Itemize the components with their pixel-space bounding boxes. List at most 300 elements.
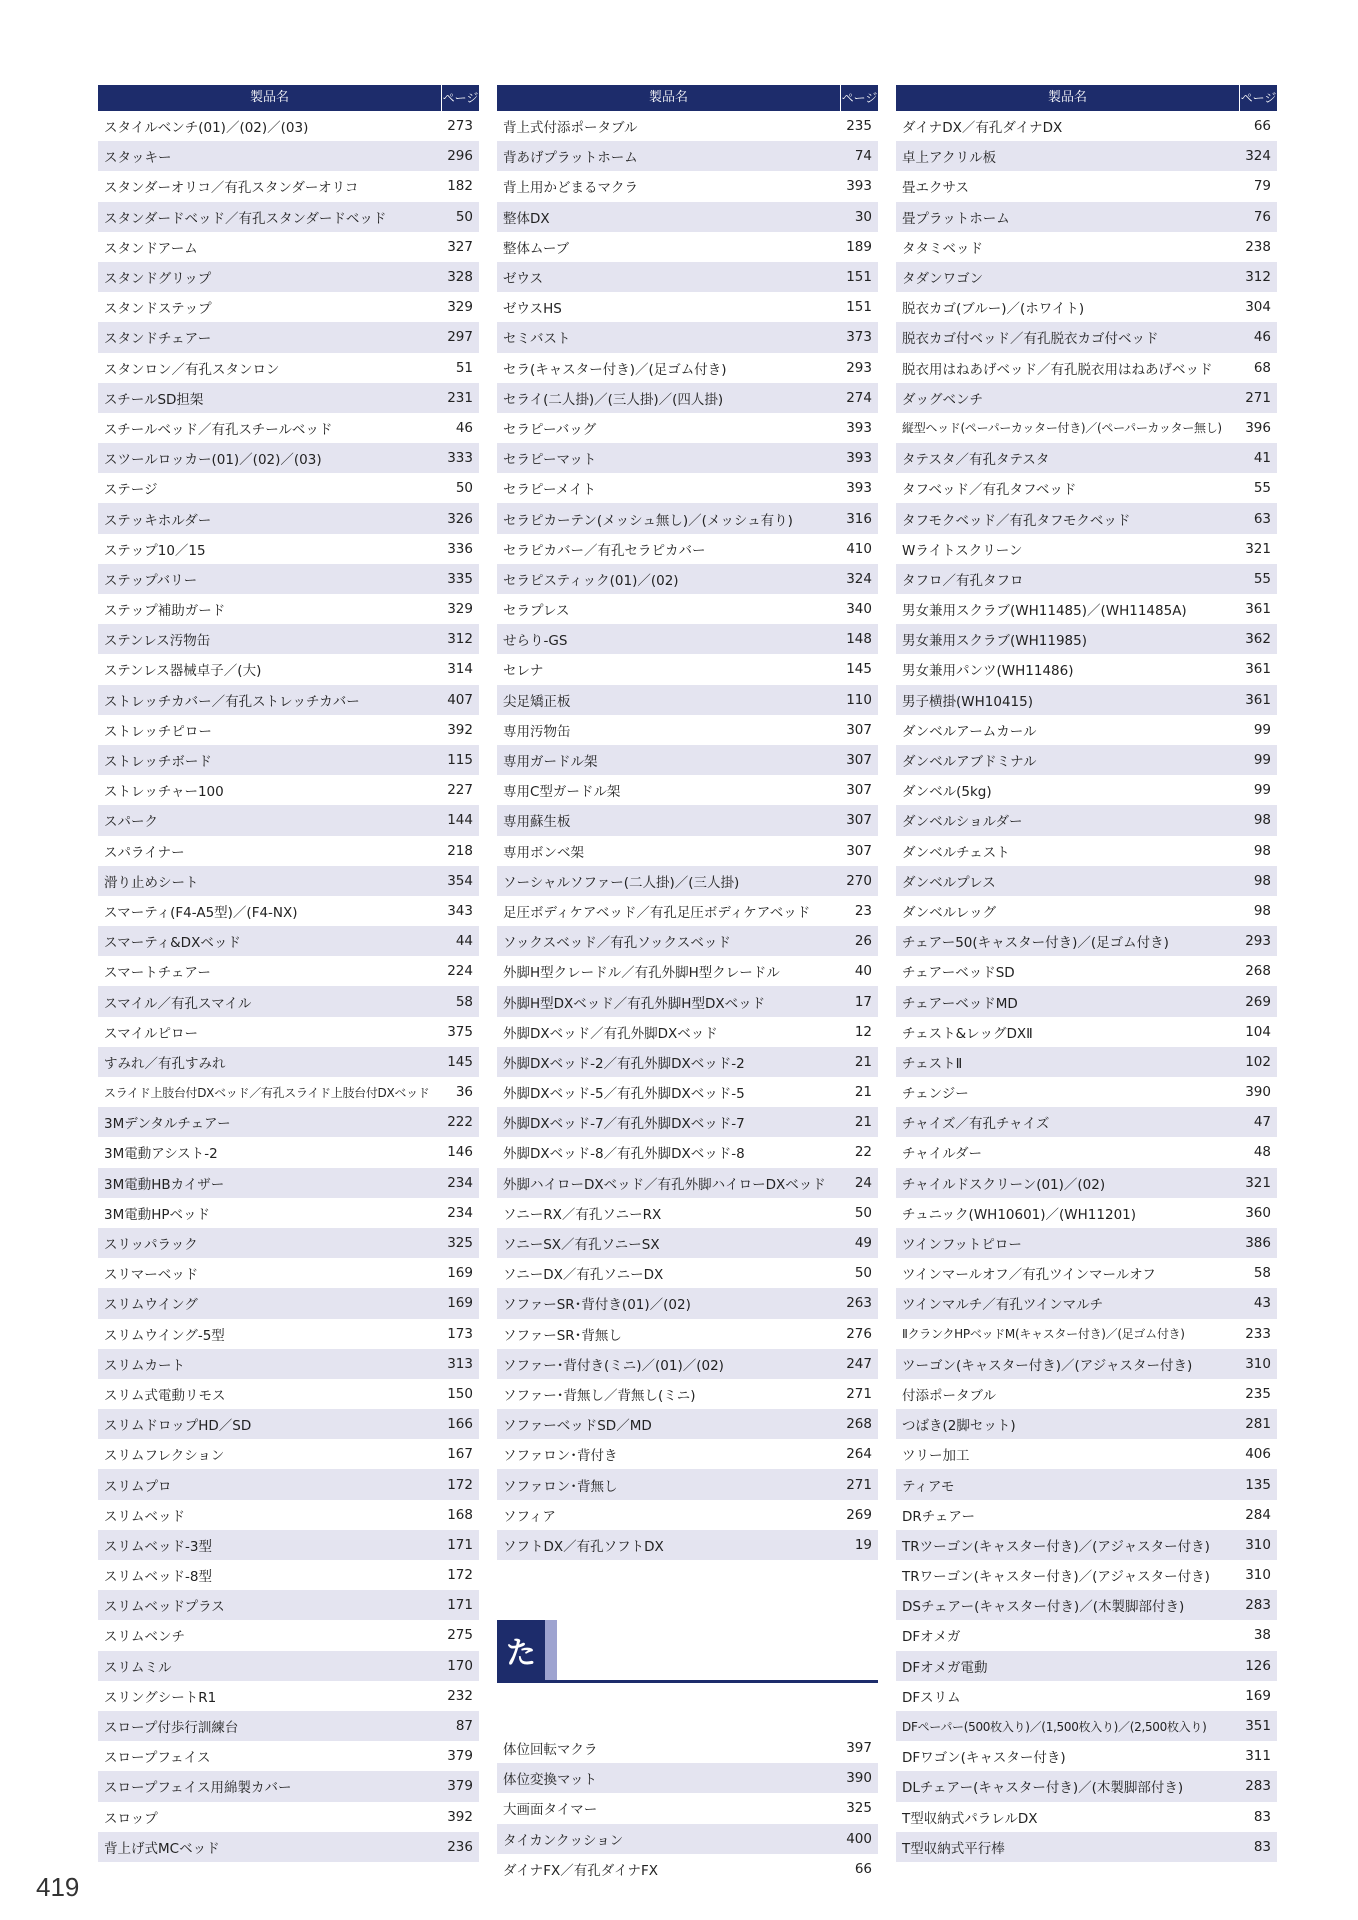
page-ref: 328 [447,269,473,286]
product-name: 外脚DXベッド-2／有孔外脚DXベッド-2 [503,1055,745,1072]
product-name: ツインマールオフ／有孔ツインマールオフ [902,1267,1156,1284]
page-ref: 393 [846,419,872,436]
product-name: スパーク [104,814,158,831]
table-header [896,85,1277,111]
page-ref: 58 [1253,1265,1271,1282]
page-ref: 373 [846,329,872,346]
table-row [98,775,479,805]
table-row [497,745,878,775]
page-ref: 189 [846,238,872,255]
table-row [896,1832,1277,1862]
page-ref: 110 [846,691,872,708]
table-row [497,866,878,896]
product-name: スツールロッカー(01)／(02)／(03) [104,452,322,469]
product-name: ステージ [104,482,158,499]
product-name: スタンドグリップ [104,271,212,288]
product-name: DRチェアー [902,1508,975,1525]
product-name: セラピーバッグ [503,421,597,438]
table-row [896,564,1277,594]
page-ref: 379 [447,1778,473,1795]
table-row [896,594,1277,624]
page-ref: 397 [846,1740,872,1757]
product-name: 背上用かどまるマクラ [503,180,638,197]
table-row [896,1469,1277,1499]
product-name: 脱衣カゴ(ブルー)／(ホワイト) [902,301,1085,318]
page-ref: 307 [846,721,872,738]
section-heading [497,1620,878,1683]
page-ref: 50 [455,480,473,497]
table-row [896,292,1277,322]
table-row [497,1198,878,1228]
table-row [896,1802,1277,1832]
table-row [98,1469,479,1499]
table-row [896,1560,1277,1590]
table-row [497,503,878,533]
page-ref: 222 [447,1114,473,1131]
product-name: スタイルベンチ(01)／(02)／(03) [104,120,309,137]
page-ref: 281 [1245,1416,1271,1433]
product-name: チェアーベッドSD [902,965,1015,982]
table-row [497,896,878,926]
table-row [98,1047,479,1077]
product-name: スリムベッド [104,1508,185,1525]
page-ref: 269 [846,1506,872,1523]
product-name: 脱衣カゴ付ベッド／有孔脱衣カゴ付ベッド [902,331,1159,348]
page-ref: 17 [854,993,872,1010]
page-ref: 379 [447,1748,473,1765]
page-ref: 22 [854,1144,872,1161]
page-ref: 227 [447,782,473,799]
product-name: ストレッチピロー [104,723,212,740]
page-ref: 76 [1253,208,1271,225]
product-name: チェストⅡ [902,1055,963,1072]
table-row [896,1349,1277,1379]
product-name: 専用ガードル架 [503,754,598,771]
product-name: 外脚DXベッド-5／有孔外脚DXベッド-5 [503,1086,745,1103]
page-ref: 375 [447,1023,473,1040]
product-name: ダンベル(5kg) [902,784,992,801]
table-row [98,866,479,896]
product-name: セラピスティック(01)／(02) [503,572,679,589]
product-name: ダンベルアブドミナル [902,754,1037,771]
product-name: ダイナFX／有孔ダイナFX [503,1862,658,1879]
page-ref: 360 [1245,1204,1271,1221]
table-header [98,85,479,111]
product-name: ソファー･背付き(ミニ)／(01)／(02) [503,1357,724,1374]
product-name: 外脚ハイローDXベッド／有孔外脚ハイローDXベッド [503,1176,826,1193]
table-row [98,1077,479,1107]
table-row [98,1590,479,1620]
page-ref: 293 [1245,933,1271,950]
table-row [497,1168,878,1198]
table-row [896,353,1277,383]
table-row [896,624,1277,654]
page-ref: 268 [1245,963,1271,980]
table-row [497,413,878,443]
product-name: セラピカバー／有孔セラピカバー [503,542,706,559]
table-row [497,292,878,322]
page-ref: 236 [447,1838,473,1855]
page-ref: 66 [854,1860,872,1877]
product-name: 大画面タイマー [503,1802,598,1819]
table-row [98,1288,479,1318]
page-ref: 171 [447,1597,473,1614]
table-row [896,1409,1277,1439]
page-ref: 74 [854,148,872,165]
product-name: ダンベルアームカール [902,723,1037,740]
table-row [896,986,1277,1016]
page-ref: 21 [854,1053,872,1070]
page-ref: 297 [447,329,473,346]
product-name: タフベッド／有孔タフベッド [902,482,1077,499]
product-name: スマートチェアー [104,965,211,982]
page-ref: 361 [1245,661,1271,678]
page-ref: 224 [447,963,473,980]
header-name: 製品名 [1047,90,1087,105]
page-ref: 273 [447,118,473,135]
table-row [98,1439,479,1469]
page-ref: 325 [846,1800,872,1817]
page-ref: 104 [1245,1023,1271,1040]
table-row [896,926,1277,956]
page-ref: 276 [846,1325,872,1342]
product-name: 3M電動HBカイザー [104,1176,225,1193]
page-ref: 218 [447,842,473,859]
table-row [98,1379,479,1409]
table-row [497,1258,878,1288]
page-ref: 55 [1253,570,1271,587]
product-name: 足圧ボディケアベッド／有孔足圧ボディケアベッド [503,904,811,921]
product-name: ストレッチカバー／有孔ストレッチカバー [104,693,360,710]
product-name: チャイルダー [902,1146,983,1163]
page-ref: 98 [1253,842,1271,859]
product-name: 背上式付添ポータブル [503,120,638,137]
product-name: T型収納式平行棒 [902,1840,1005,1857]
page-number: 419 [36,1872,80,1902]
table-row [98,1741,479,1771]
page-ref: 268 [846,1416,872,1433]
product-name: セラピカーテン(メッシュ無し)／(メッシュ有り) [503,512,793,529]
page-ref: 235 [1245,1385,1271,1402]
table-row [497,1793,878,1823]
page-ref: 40 [854,963,872,980]
product-name: 外脚H型クレードル／有孔外脚H型クレードル [503,965,780,982]
page-ref: 38 [1253,1627,1271,1644]
table-row [98,986,479,1016]
table-row [896,775,1277,805]
table-row [98,896,479,926]
page-ref: 313 [447,1355,473,1372]
table-row [896,654,1277,684]
table-row [497,1017,878,1047]
table-row [98,473,479,503]
table-row [896,1379,1277,1409]
table-row [896,473,1277,503]
page-ref: 102 [1245,1053,1271,1070]
product-name: ステップ補助ガード [104,603,226,620]
table-row [98,171,479,201]
table-row [497,1349,878,1379]
product-name: 体位回転マクラ [503,1742,598,1759]
product-name: ソニーSX／有孔ソニーSX [503,1237,660,1254]
product-name: 外脚DXベッド／有孔外脚DXベッド [503,1025,718,1042]
page-ref: 172 [447,1476,473,1493]
index-column-3 [896,85,1277,1862]
product-name: セラピーメイト [503,482,597,499]
product-name: 専用ボンベ架 [503,844,584,861]
section-accent-strip [545,1620,557,1680]
page-ref: 79 [1253,178,1271,195]
table-row [98,1651,479,1681]
product-name: チェスト&レッグDXⅡ [902,1025,1033,1042]
page-ref: 238 [1245,238,1271,255]
page-ref: 274 [846,389,872,406]
table-row [497,926,878,956]
table-row [497,1228,878,1258]
table-row [497,654,878,684]
product-name: セラ(キャスター付き)／(足ゴム付き) [503,361,727,378]
page-ref: 99 [1253,752,1271,769]
product-name: スマイル／有孔スマイル [104,995,252,1012]
page-ref: 173 [447,1325,473,1342]
page-ref: 145 [447,1053,473,1070]
page-ref: 50 [455,208,473,225]
page-ref: 58 [455,993,473,1010]
product-name: DLチェアー(キャスター付き)／(木製脚部付き) [902,1780,1184,1797]
table-row [497,322,878,352]
page-ref: 270 [846,872,872,889]
table-row [896,1319,1277,1349]
product-name: 3M電動アシスト-2 [104,1146,218,1163]
table-row [896,1017,1277,1047]
table-row [98,1137,479,1167]
page-ref: 393 [846,480,872,497]
table-row [896,866,1277,896]
product-name: ストレッチボード [104,754,212,771]
page-ref: 231 [447,389,473,406]
table-row [98,956,479,986]
page-ref: 44 [455,933,473,950]
page-ref: 151 [846,299,872,316]
table-row [497,1733,878,1763]
product-name: ツインフットピロー [902,1237,1022,1254]
page-ref: 26 [854,933,872,950]
product-name: タフロ／有孔タフロ [902,572,1024,589]
table-row [98,1349,479,1379]
product-name: せらり-GS [503,633,568,650]
product-name: 整体DX [503,210,550,227]
table-row [98,353,479,383]
page-ref: 23 [854,902,872,919]
product-name: ソフィア [503,1508,556,1525]
table-row [98,1409,479,1439]
page-ref: 145 [846,661,872,678]
page-ref: 325 [447,1235,473,1252]
table-row [98,413,479,443]
table-row [896,1288,1277,1318]
index-column-1 [98,85,479,1862]
page-ref: 329 [447,601,473,618]
header-page: ページ [441,85,479,111]
product-name: ソーシャルソファー(二人掛)／(三人掛) [503,874,740,891]
table-row [98,594,479,624]
page-ref: 390 [846,1770,872,1787]
product-name: スリムベッドプラス [104,1599,225,1616]
table-row [98,202,479,232]
page-ref: 41 [1253,450,1271,467]
table-row [497,836,878,866]
page-ref: 168 [447,1506,473,1523]
table-row [98,232,479,262]
page-ref: 362 [1245,631,1271,648]
table-row [497,141,878,171]
page-ref: 36 [455,1084,473,1101]
page-ref: 310 [1245,1567,1271,1584]
table-row [98,322,479,352]
product-name: 男子横掛(WH10415) [902,693,1033,710]
table-row [497,715,878,745]
header-page: ページ [1239,85,1277,111]
page-ref: 307 [846,842,872,859]
product-name: ソファー･背無し／背無し(ミニ) [503,1387,696,1404]
product-name: DSチェアー(キャスター付き)／(木製脚部付き) [902,1599,1185,1616]
page-ref: 264 [846,1446,872,1463]
page-ref: 351 [1245,1718,1271,1735]
page-ref: 271 [846,1385,872,1402]
product-name: T型収納式パラレルDX [902,1810,1038,1827]
page-ref: 293 [846,359,872,376]
product-name: DFペーパー(500枚入り)／(1,500枚入り)／(2,500枚入り) [902,1719,1207,1734]
product-name: チャイルドスクリーン(01)／(02) [902,1176,1106,1193]
product-name: ダンベルショルダー [902,814,1023,831]
product-name: スマーティ&DXベッド [104,935,241,952]
table-row [497,1288,878,1318]
table-row [98,292,479,322]
product-name: ステンレス汚物缶 [104,633,211,650]
page-ref: 396 [1245,419,1271,436]
page-ref: 271 [1245,389,1271,406]
table-row [896,1077,1277,1107]
product-name: 専用汚物缶 [503,723,571,740]
table-row [896,1228,1277,1258]
product-name: ステップ10／15 [104,542,206,559]
page-ref: 50 [854,1204,872,1221]
table-row [497,1854,878,1884]
table-row [497,473,878,503]
table-row [497,111,878,141]
page-ref: 410 [846,540,872,557]
page-ref: 66 [1253,118,1271,135]
product-name: スタンロン／有孔スタンロン [104,361,280,378]
table-row [896,1651,1277,1681]
index-rows [497,111,878,1560]
page-ref: 393 [846,178,872,195]
page-ref: 310 [1245,1355,1271,1372]
product-name: スタッキー [104,150,172,167]
product-name: スマイルピロー [104,1025,198,1042]
table-row [896,1047,1277,1077]
table-row [98,262,479,292]
page-ref: 68 [1253,359,1271,376]
table-row [896,956,1277,986]
page-ref: 275 [447,1627,473,1644]
page-ref: 235 [846,118,872,135]
page-ref: 283 [1245,1778,1271,1795]
product-name: ソニーRX／有孔ソニーRX [503,1206,662,1223]
product-name: スリムフレクション [104,1448,225,1465]
page-ref: 406 [1245,1446,1271,1463]
product-name: セラプレス [503,603,570,620]
product-name: タテスタ／有孔タテスタ [902,452,1050,469]
product-name: 背あげプラットホーム [503,150,638,167]
table-row [896,1107,1277,1137]
table-row [497,443,878,473]
page-ref: 146 [447,1144,473,1161]
page-ref: 43 [1253,1295,1271,1312]
table-row [497,534,878,564]
page-ref: 247 [846,1355,872,1372]
table-row [896,836,1277,866]
table-row [98,1771,479,1801]
product-name: タタミベッド [902,240,983,257]
product-name: 3Mデンタルチェアー [104,1116,231,1133]
table-row [98,443,479,473]
page-ref: 312 [1245,269,1271,286]
page-ref: 329 [447,299,473,316]
page-ref: 135 [1245,1476,1271,1493]
product-name: スマーティ(F4-A5型)／(F4-NX) [104,904,298,921]
page-ref: 83 [1253,1838,1271,1855]
page-ref: 126 [1245,1657,1271,1674]
product-name: スリマーベッド [104,1267,199,1284]
page-ref: 49 [854,1235,872,1252]
page-ref: 393 [846,450,872,467]
product-name: ダイナDX／有孔ダイナDX [902,120,1063,137]
product-name: 専用C型ガードル架 [503,784,621,801]
table-row [98,1832,479,1862]
product-name: すみれ／有孔すみれ [104,1055,226,1072]
product-name: スロープフェイス用綿製カバー [104,1780,292,1797]
table-row [896,1681,1277,1711]
page-ref: 99 [1253,721,1271,738]
table-row [896,1620,1277,1650]
table-row [497,775,878,805]
table-row [497,1824,878,1854]
table-row [896,322,1277,352]
table-row [896,171,1277,201]
table-row [896,1168,1277,1198]
table-row [896,503,1277,533]
page-ref: 19 [854,1536,872,1553]
product-name: 縦型ヘッド(ペーパーカッター付き)／(ペーパーカッター無し) [902,421,1222,436]
table-row [497,1439,878,1469]
table-row [896,202,1277,232]
page-ref: 24 [854,1174,872,1191]
page-ref: 232 [447,1687,473,1704]
page-ref: 47 [1253,1114,1271,1131]
page-ref: 151 [846,269,872,286]
table-row [98,1168,479,1198]
page-ref: 321 [1245,540,1271,557]
table-row [896,383,1277,413]
product-name: 付添ポータブル [902,1387,996,1404]
product-name: ソファロン･背無し [503,1478,618,1495]
product-name: 男女兼用スクラブ(WH11985) [902,633,1087,650]
page-ref: 333 [447,450,473,467]
product-name: スロップ [104,1810,158,1827]
product-name: スリムミル [104,1659,172,1676]
product-name: つばき(2脚セット) [902,1418,1016,1435]
